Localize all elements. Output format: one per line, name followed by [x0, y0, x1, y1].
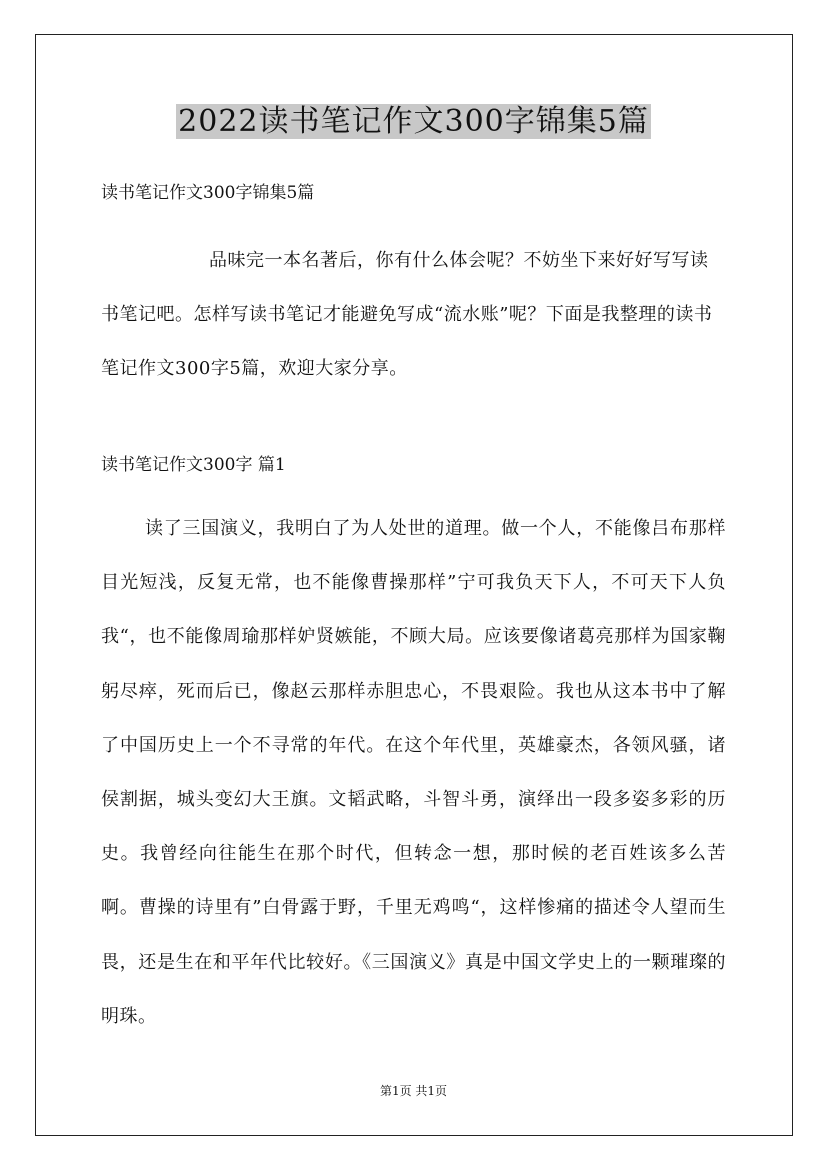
intro-paragraph: 品味完一本名著后，你有什么体会呢？不妨坐下来好好写写读书笔记吧。怎样写读书笔记才能避免写成“流水账”呢？下面是我整理的读书笔记作文300字5篇，欢迎大家分享。	[101, 250, 713, 379]
body-paragraph: 读了三国演义，我明白了为人处世的道理。做一个人，不能像吕布那样目光短浅，反复无常，也不能像曹操那样”宁可我负天下人，不可天下人负我“，也不能像周瑜那样妒贤嫉能，不顾大局。应该要像诸葛亮那样为国家鞠躬尽瘁，死而后已，像赵云那样赤胆忠心，不畏艰险。我也从这本书中了解了中国历史上一个不寻常的年代。在这个年代里，英雄豪杰，各领风骚，诸侯割据，城头变幻大王旗。文韬武略，斗智斗勇，演绎出一段多姿多彩的历史。我曾经向往能生在那个时代，但转念一想，那时候的老百姓该多么苦啊。曹操的诗里有”白骨露于野，千里无鸡鸣“，这样惨痛的描述令人望而生畏，还是生在和平年代比较好。《三国演义》真是中国文学史上的一颗璀璨的明珠。	[101, 518, 726, 1027]
document-subtitle: 读书笔记作文300字锦集5篇	[101, 183, 315, 203]
section-heading: 读书笔记作文300字 篇1	[101, 455, 286, 475]
page-footer: 第1页 共1页	[379, 1084, 448, 1098]
document-title-block	[0, 100, 827, 144]
document-title: 2022读书笔记作文300字锦集5篇	[178, 104, 649, 139]
